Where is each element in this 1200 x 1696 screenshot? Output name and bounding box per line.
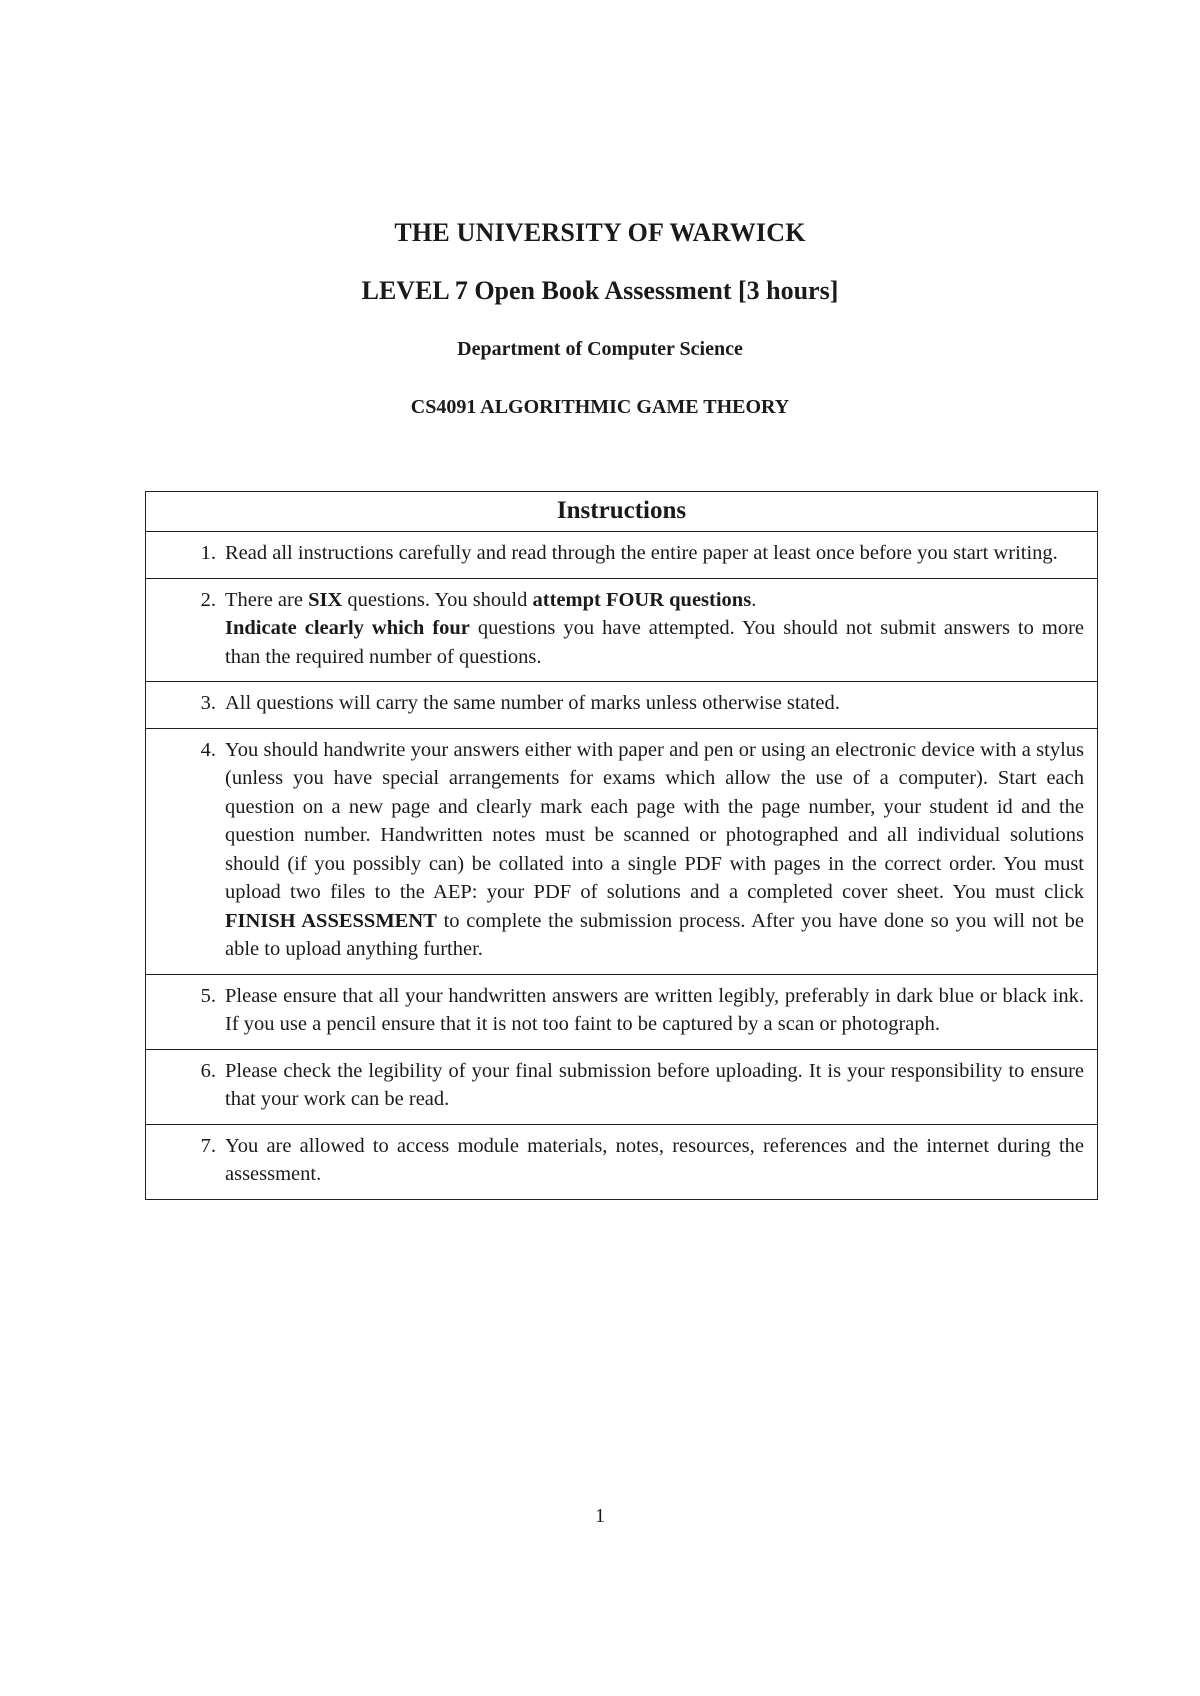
instruction-number: 6. [200, 1059, 216, 1082]
instruction-text: You are allowed to access module materials, notes, resources, references and the internet during the assessment. [225, 1134, 1084, 1185]
instruction-item [146, 974, 1098, 1049]
instruction-text [225, 586, 1084, 672]
instruction-item [146, 532, 1098, 579]
instruction-text-part: There are [225, 588, 309, 611]
instruction-text-part: questions. You should [342, 588, 533, 611]
instruction-number: 5. [200, 984, 216, 1007]
department-name: Department of Computer Science [457, 338, 743, 360]
instruction-number: 2. [200, 588, 216, 611]
instruction-number: 7. [200, 1134, 216, 1157]
instruction-emphasis: SIX [308, 588, 343, 611]
instruction-item [146, 1049, 1098, 1124]
instruction-text-part: . [751, 588, 757, 611]
instruction-number: 4. [200, 738, 216, 761]
instruction-item [146, 728, 1098, 974]
instruction-item [146, 682, 1098, 729]
page-number: 1 [595, 1505, 605, 1527]
instruction-text-part: You should handwrite your answers either with paper and pen or using an electronic device with a stylus (unless you have special arrangements for exams which allow the use of a computer). Start each question on a new page and clearly mark each page with the page number, your student id and the question number. Handwritten notes must be scanned or photographed and all individual solutions should (if you possibly can) be collated into a single PDF with pages in the correct order. You must upload two files to the AEP: your PDF of solutions and a completed cover sheet. You must click [225, 738, 1084, 903]
module-title: CS4091 ALGORITHMIC GAME THEORY [410, 396, 790, 418]
instruction-text: Please check the legibility of your final submission before uploading. It is your responsibility to ensure that your work can be read. [225, 1059, 1084, 1110]
instruction-text: Read all instructions carefully and read through the entire paper at least once before you start writing. [225, 542, 1058, 564]
assessment-level: LEVEL 7 Open Book Assessment [3 hours] [361, 276, 839, 305]
instruction-item [146, 578, 1098, 682]
instruction-text: Please ensure that all your handwritten answers are written legibly, preferably in dark blue or black ink. If you use a pencil ensure that it is not too faint to be captured by a scan or photograph. [225, 984, 1084, 1035]
instruction-text: All questions will carry the same number of marks unless otherwise stated. [225, 692, 840, 714]
instruction-emphasis: attempt FOUR questions [532, 588, 752, 611]
instruction-emphasis: FINISH ASSESSMENT [225, 909, 437, 932]
instruction-emphasis: Indicate clearly which four [225, 617, 470, 639]
university-name: THE UNIVERSITY OF WARWICK [394, 218, 806, 247]
instruction-text-part: questions you have attempted. You should not submit answers to more than the required number of questions. [225, 617, 1084, 668]
instruction-number: 1. [200, 542, 216, 564]
instruction-number: 3. [200, 692, 216, 714]
instruction-text-part: to complete the submission process. After you have done so you will not be able to upload anything further. [225, 909, 1084, 960]
instruction-text [225, 736, 1084, 964]
instruction-item [146, 1124, 1098, 1199]
instructions-table [145, 491, 1098, 1200]
instructions-title: Instructions [146, 492, 1098, 532]
